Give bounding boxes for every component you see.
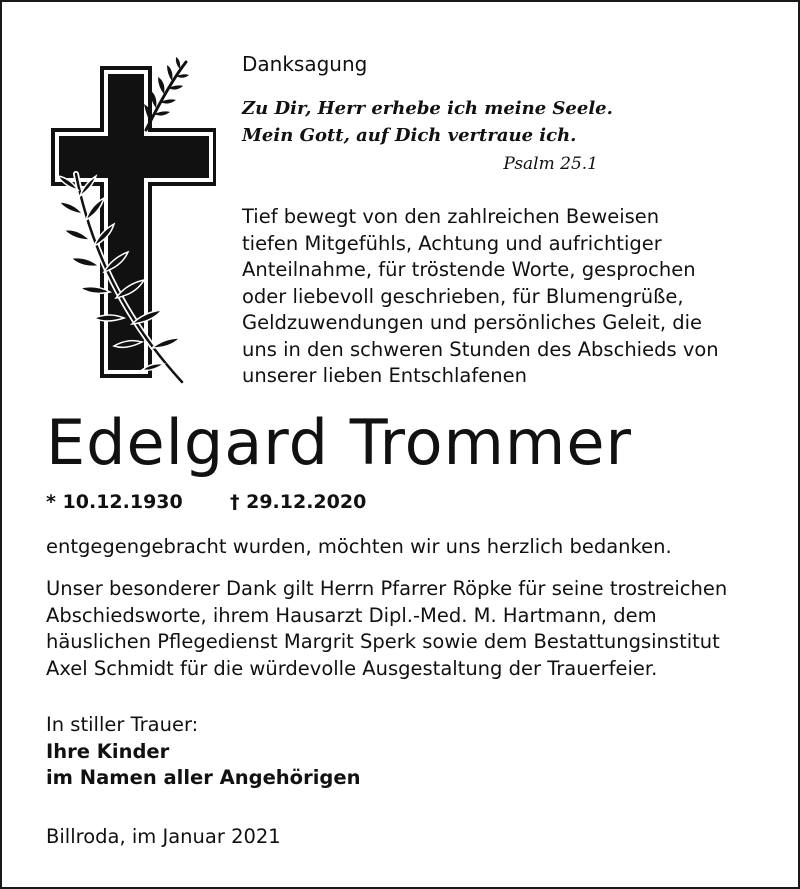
signature-block: [46, 712, 786, 792]
deceased-name: Edelgard Trommer: [46, 406, 632, 479]
life-dates: [46, 489, 367, 515]
signature-intro: In stiller Trauer:: [46, 713, 199, 736]
special-thanks-paragraph: [46, 576, 786, 682]
heading-danksagung: Danksagung: [242, 52, 368, 76]
intro-line: oder liebevoll geschrieben, für Blumengrüße,: [242, 284, 684, 308]
verse-reference: Psalm 25.1: [503, 154, 598, 174]
verse-line-2: Mein Gott, auf Dich vertraue ich.: [242, 125, 577, 146]
place-and-date: [46, 824, 786, 851]
body-line: Axel Schmidt für die würdevolle Ausgestaltung der Trauerfeier.: [46, 656, 658, 680]
bible-verse: [242, 95, 613, 149]
death-date: † 29.12.2020: [230, 491, 367, 513]
signature-line-1: Ihre Kinder: [46, 739, 170, 763]
body-line: häuslichen Pflegedienst Margrit Sperk sowie dem Bestattungsinstitut: [46, 630, 720, 653]
thanks-line-text: entgegengebracht wurden, möchten wir uns herzlich bedanken.: [46, 535, 672, 558]
intro-line: Tief bewegt von den zahlreichen Beweisen: [242, 205, 660, 228]
intro-paragraph: [242, 204, 782, 390]
intro-line: Anteilnahme, für tröstende Worte, gesprochen: [242, 258, 696, 281]
place-date-text: Billroda, im Januar 2021: [46, 825, 281, 848]
signature-line-2: im Namen aller Angehörigen: [46, 766, 361, 789]
intro-line: uns in den schweren Stunden des Abschieds von: [242, 337, 719, 361]
body-line: Unser besonderer Dank gilt Herrn Pfarrer Röpke für seine trostreichen: [46, 577, 728, 600]
intro-line: Geldzuwendungen und persönliches Geleit, die: [242, 311, 703, 334]
cross-with-palm-branch-icon: [46, 56, 216, 388]
intro-line: tiefen Mitgefühls, Achtung und aufrichtiger: [242, 231, 662, 255]
intro-line: unserer lieben Entschlafenen: [242, 364, 527, 387]
body-line: Abschiedsworte, ihrem Hausarzt Dipl.-Med. M. Hartmann, dem: [46, 603, 657, 627]
thanks-line: [46, 534, 786, 561]
verse-line-1: Zu Dir, Herr erhebe ich meine Seele.: [242, 98, 613, 119]
birth-date: * 10.12.1930: [46, 491, 183, 513]
